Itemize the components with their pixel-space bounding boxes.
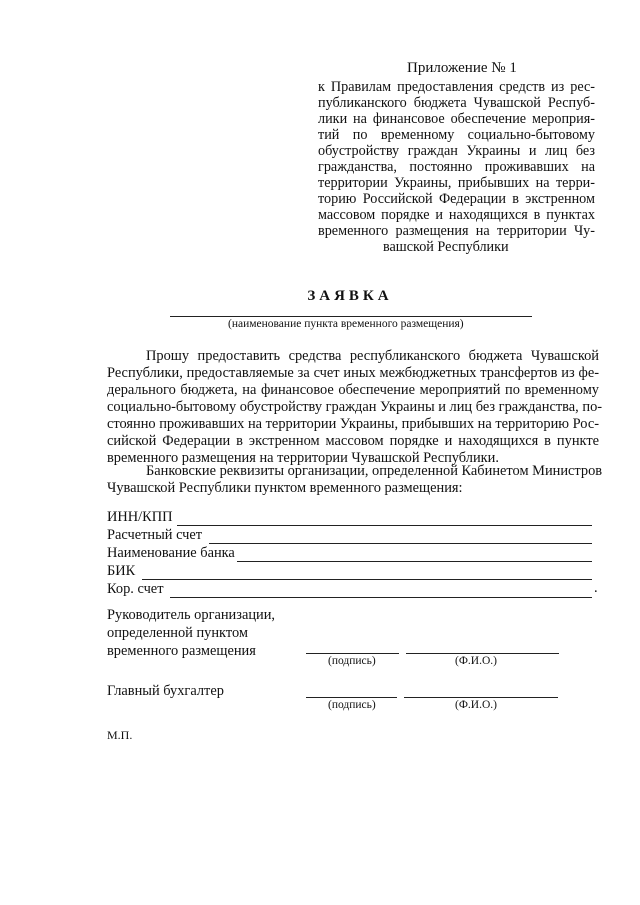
head-signatory — [107, 606, 275, 660]
request-line: временного размещения на территории Чувашской Республики. — [107, 450, 499, 466]
appendix-line: временного размещения на территории Чу- — [318, 223, 595, 239]
placement-point-line — [170, 316, 532, 317]
bank-intro-line: Банковские реквизиты организации, определенной Кабинетом Министров — [146, 463, 603, 479]
head-name-field[interactable] — [406, 653, 559, 654]
appendix-line: тий по временному социально-бытовому — [318, 127, 595, 143]
inn-kpp-label: ИНН/КПП — [107, 509, 173, 525]
appendix-line: публиканского бюджета Чувашской Респуб- — [318, 95, 595, 111]
document-title: ЗАЯВКА — [307, 288, 393, 304]
corr-account-field[interactable] — [170, 597, 592, 598]
bank-name-label: Наименование банка — [107, 545, 235, 561]
head-name-caption: (Ф.И.О.) — [455, 655, 497, 667]
head-signature-field[interactable] — [306, 653, 399, 654]
request-line: Республики, предоставляемые за счет иных межбюджетных трансфертов из фе- — [107, 365, 599, 381]
corr-account-end-dot: . — [594, 580, 598, 596]
corr-account-label: Кор. счет — [107, 581, 164, 597]
accountant-name-field[interactable] — [404, 697, 558, 698]
seal-placeholder: М.П. — [107, 728, 133, 742]
head-title-line: определенной пунктом — [107, 625, 248, 641]
request-line: социально-бытовому обустройству граждан Украины и лиц без гражданства, по- — [107, 399, 603, 415]
appendix-line: вашской Республики — [383, 239, 509, 255]
head-title-line: временного размещения — [107, 643, 256, 659]
request-line: Прошу предоставить средства республиканского бюджета Чувашской — [146, 348, 599, 364]
accountant-name-caption: (Ф.И.О.) — [455, 699, 497, 711]
inn-kpp-field[interactable] — [177, 525, 592, 526]
appendix-line: торию Российской Федерации в экстренном — [318, 191, 595, 207]
request-line: стоянно проживавших на территории Украины, прибывших на территорию Рос- — [107, 416, 599, 432]
appendix-line: обустройству граждан Украины и лиц без — [318, 143, 595, 159]
head-signature-caption: (подпись) — [328, 655, 376, 667]
appendix-line: гражданства, постоянно проживавших на — [318, 159, 595, 175]
appendix-line: к Правилам предоставления средств из рес- — [318, 79, 595, 95]
accountant-signature-caption: (подпись) — [328, 699, 376, 711]
bik-label: БИК — [107, 563, 136, 579]
account-label: Расчетный счет — [107, 527, 203, 543]
appendix-line: лики на финансовое обеспечение мероприя- — [318, 111, 595, 127]
bank-intro-line: Чувашской Республики пунктом временного размещения: — [107, 480, 463, 496]
request-line: сийской Федерации в экстренном массовом порядке и находящихся в пункте — [107, 433, 599, 449]
accountant-signature-field[interactable] — [306, 697, 397, 698]
placement-point-caption: (наименование пункта временного размещения) — [228, 318, 464, 330]
chief-accountant-label: Главный бухгалтер — [107, 683, 224, 699]
request-line: дерального бюджета, на финансовое обеспечение мероприятий по временному — [107, 382, 599, 398]
bik-field[interactable] — [142, 579, 592, 580]
appendix-title: Приложение № 1 — [407, 60, 517, 76]
account-field[interactable] — [209, 543, 592, 544]
appendix-line: территории Украины, прибывших на терри- — [318, 175, 595, 191]
head-title-line: Руководитель организации, — [107, 607, 276, 623]
appendix-line: массовом порядке и находящихся в пунктах — [318, 207, 595, 223]
bank-name-field[interactable] — [237, 561, 592, 562]
